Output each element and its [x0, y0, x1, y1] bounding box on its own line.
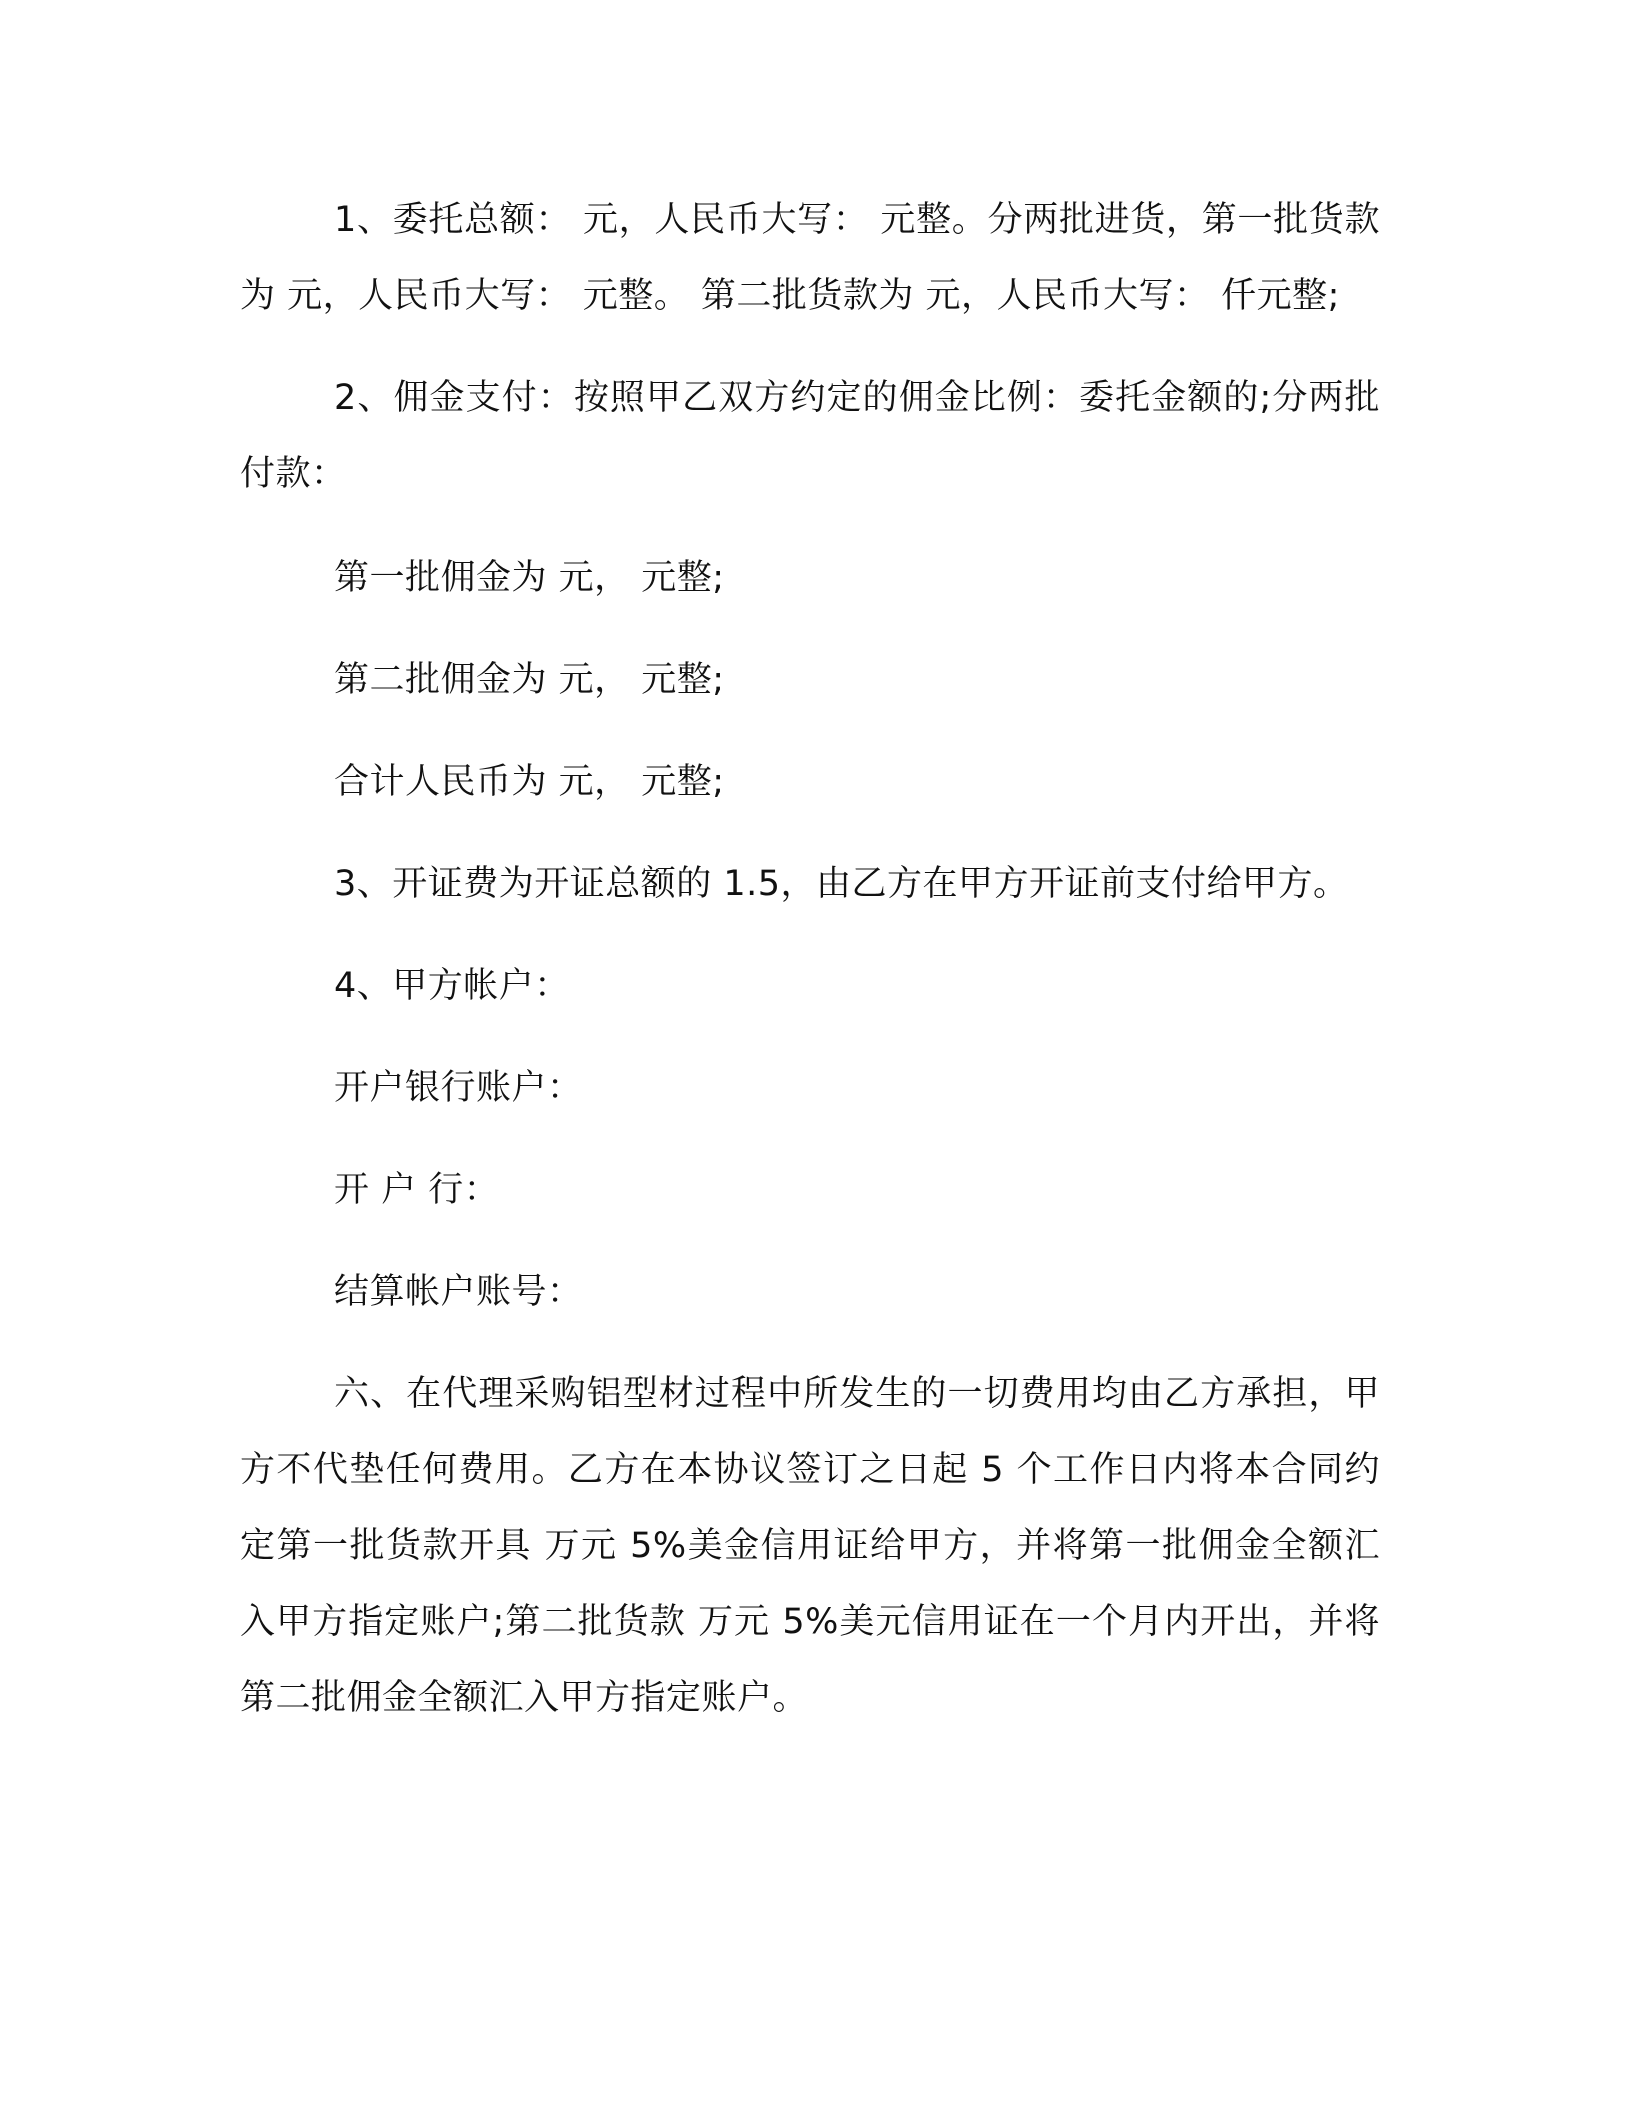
paragraph-total-rmb: 合计人民币为 元， 元整;	[334, 762, 725, 802]
paragraph-section-six: 六、在代理采购铝型材过程中所发生的一切费用均由乙方承担，甲方不代垫任何费用。乙方在本协议签订之日起 5 个工作日内将本合同约定第一批货款开具 万元 5%美金信用证给甲方，并将第一批佣金全额汇入甲方指定账户;第二批货款 万元 5%美元信用证在一个月内开出，并将第二批佣金全额汇入甲方指定账户。	[240, 1374, 1380, 1718]
paragraph-commission-total: 1、委托总额： 元，人民币大写： 元整。分两批进货，第一批货款为 元，人民币大写： 元整。 第二批货款为 元，人民币大写： 仟元整;	[240, 200, 1380, 316]
paragraph-commission-payment: 2、佣金支付：按照甲乙双方约定的佣金比例：委托金额的;分两批付款：	[240, 378, 1380, 494]
paragraph-opening-bank: 开 户 行：	[334, 1170, 500, 1210]
paragraph-party-a-account: 4、甲方帐户：	[334, 966, 570, 1006]
paragraph-bank-account: 开户银行账户：	[334, 1068, 583, 1108]
paragraph-first-commission: 第一批佣金为 元， 元整;	[334, 558, 725, 598]
paragraph-opening-fee: 3、开证费为开证总额的 1.5，由乙方在甲方开证前支付给甲方。	[334, 864, 1349, 904]
document-body	[240, 182, 1380, 1736]
paragraph-settlement-account: 结算帐户账号：	[334, 1272, 583, 1312]
paragraph-second-commission: 第二批佣金为 元， 元整;	[334, 660, 725, 700]
